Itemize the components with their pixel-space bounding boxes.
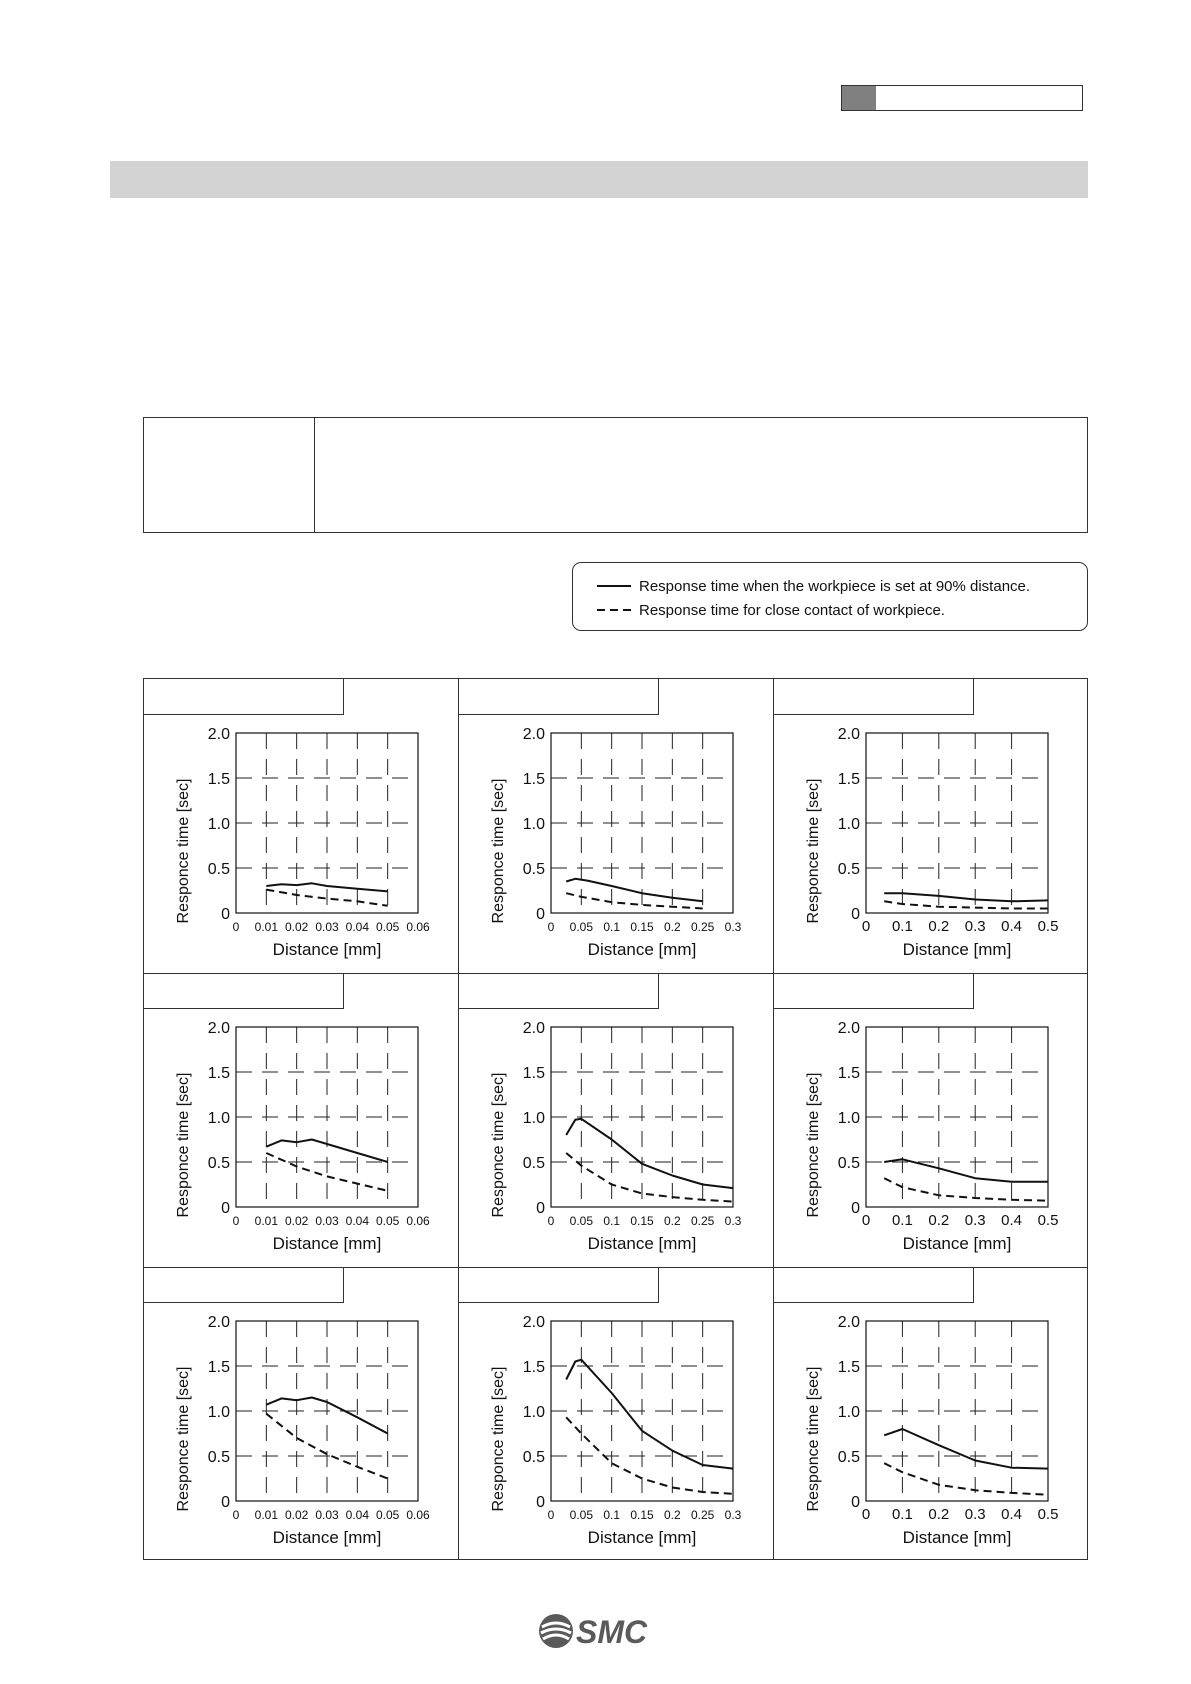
- x-tick-label: 0.05: [375, 1214, 400, 1228]
- x-tick-label: 0.3: [724, 920, 742, 934]
- y-tick-label: 1.5: [837, 771, 860, 788]
- y-tick-label: 1.5: [207, 1359, 230, 1376]
- page-tab-fill: [842, 86, 876, 110]
- x-tick-label: 0: [232, 1508, 240, 1522]
- x-axis-label: Distance [mm]: [272, 1234, 382, 1253]
- x-axis-label: Distance [mm]: [587, 1234, 697, 1253]
- y-tick-label: 2.0: [522, 726, 545, 743]
- y-tick-label: 2.0: [207, 726, 230, 743]
- y-tick-label: 0.5: [207, 861, 230, 878]
- x-tick-label: 0.06: [406, 1214, 430, 1228]
- y-tick-label: 2.0: [837, 1020, 860, 1037]
- x-tick-label: 0.03: [315, 920, 339, 934]
- y-tick-label: 0.5: [207, 1449, 230, 1466]
- y-tick-label: 0.5: [837, 861, 860, 878]
- series-line-solid: [566, 1119, 733, 1188]
- y-tick-label: 2.0: [522, 1020, 545, 1037]
- x-tick-label: 0.01: [254, 1508, 279, 1522]
- legend-dashed-label: Response time for close contact of workpiece.: [639, 601, 945, 619]
- x-tick-label: 0: [547, 1508, 555, 1522]
- x-tick-label: 0.15: [630, 920, 654, 934]
- y-tick-label: 2.0: [207, 1020, 230, 1037]
- series-line-dashed: [566, 893, 703, 908]
- y-tick-label: 0.5: [207, 1155, 230, 1172]
- y-axis-label: Responce time [sec]: [175, 1366, 192, 1512]
- x-tick-label: 0.04: [345, 920, 370, 934]
- chart-svg: [459, 1267, 774, 1561]
- y-tick-label: 0: [851, 1494, 860, 1511]
- chart-panel: [459, 679, 774, 973]
- x-tick-label: 0.3: [724, 1214, 742, 1228]
- y-tick-label: 1.5: [837, 1065, 860, 1082]
- x-tick-label: 0.3: [964, 1506, 986, 1523]
- x-tick-label: 0: [547, 920, 555, 934]
- x-tick-label: 0.1: [891, 1506, 913, 1523]
- info-table: [143, 417, 1088, 533]
- x-tick-label: 0.1: [603, 1214, 621, 1228]
- y-axis-label: Responce time [sec]: [805, 1366, 822, 1512]
- x-tick-label: 0.1: [891, 918, 913, 935]
- y-tick-label: 0.5: [522, 1449, 545, 1466]
- chart-svg: [774, 973, 1089, 1267]
- chart-panel: [144, 679, 459, 973]
- y-tick-label: 1.0: [522, 1404, 545, 1421]
- y-tick-label: 0: [221, 1200, 230, 1217]
- y-tick-label: 0: [221, 1494, 230, 1511]
- series-line-solid: [884, 1159, 1048, 1182]
- chart-svg: [459, 679, 774, 973]
- x-tick-label: 0.06: [406, 920, 430, 934]
- x-tick-label: 0.02: [284, 1214, 309, 1228]
- y-tick-label: 0.5: [522, 1155, 545, 1172]
- x-tick-label: 0.1: [603, 1508, 621, 1522]
- x-tick-label: 0.15: [630, 1508, 654, 1522]
- x-tick-label: 0.4: [1001, 1212, 1023, 1229]
- y-tick-label: 0.5: [837, 1449, 860, 1466]
- logo-text: SMC: [576, 1614, 648, 1650]
- x-tick-label: 0: [861, 918, 871, 935]
- dashed-line-icon: [597, 607, 631, 613]
- legend-solid-label: Response time when the workpiece is set at 90% distance.: [639, 577, 1031, 595]
- x-tick-label: 0.05: [375, 1508, 400, 1522]
- y-tick-label: 1.0: [522, 816, 545, 833]
- x-tick-label: 0.03: [315, 1214, 339, 1228]
- y-tick-label: 2.0: [837, 1314, 860, 1331]
- y-axis-label: Responce time [sec]: [490, 1072, 507, 1218]
- solid-line-icon: [597, 583, 631, 589]
- y-tick-label: 1.5: [207, 1065, 230, 1082]
- x-tick-label: 0.2: [928, 918, 950, 935]
- x-axis-label: Distance [mm]: [272, 940, 382, 959]
- y-axis-label: Responce time [sec]: [490, 1366, 507, 1512]
- x-tick-label: 0.05: [375, 920, 400, 934]
- y-tick-label: 0: [221, 906, 230, 923]
- x-tick-label: 0.05: [569, 1214, 594, 1228]
- x-tick-label: 0.5: [1037, 1212, 1059, 1229]
- y-tick-label: 0.5: [837, 1155, 860, 1172]
- x-tick-label: 0.05: [569, 920, 594, 934]
- y-tick-label: 1.5: [522, 1359, 545, 1376]
- page-tab-marker: [841, 85, 1083, 111]
- chart-legend: [572, 562, 1088, 631]
- chart-svg: [144, 679, 459, 973]
- series-line-dashed: [566, 1153, 733, 1202]
- x-tick-label: 0.01: [254, 1214, 279, 1228]
- x-tick-label: 0.25: [690, 920, 715, 934]
- x-tick-label: 0.2: [663, 920, 681, 934]
- series-line-solid: [566, 879, 703, 902]
- y-tick-label: 1.5: [522, 771, 545, 788]
- x-tick-label: 0.02: [284, 920, 309, 934]
- chart-svg: [774, 679, 1089, 973]
- chart-panel: [774, 973, 1089, 1267]
- x-tick-label: 0.2: [663, 1508, 681, 1522]
- x-tick-label: 0.1: [603, 920, 621, 934]
- x-tick-label: 0.02: [284, 1508, 309, 1522]
- x-tick-label: 0.3: [724, 1508, 742, 1522]
- x-tick-label: 0.01: [254, 920, 279, 934]
- y-axis-label: Responce time [sec]: [805, 1072, 822, 1218]
- x-axis-label: Distance [mm]: [902, 940, 1012, 959]
- info-table-divider: [314, 418, 315, 532]
- y-tick-label: 1.0: [837, 1404, 860, 1421]
- y-axis-label: Responce time [sec]: [490, 778, 507, 924]
- x-tick-label: 0.25: [690, 1508, 715, 1522]
- legend-item-solid: [597, 576, 1030, 596]
- y-tick-label: 2.0: [207, 1314, 230, 1331]
- y-tick-label: 2.0: [837, 726, 860, 743]
- chart-svg: [459, 973, 774, 1267]
- x-tick-label: 0: [547, 1214, 555, 1228]
- x-tick-label: 0: [861, 1506, 871, 1523]
- y-tick-label: 1.0: [207, 1110, 230, 1127]
- x-axis-label: Distance [mm]: [902, 1234, 1012, 1253]
- y-tick-label: 1.0: [522, 1110, 545, 1127]
- y-tick-label: 0: [536, 1494, 545, 1511]
- chart-svg: [144, 1267, 459, 1561]
- x-tick-label: 0.04: [345, 1508, 370, 1522]
- y-tick-label: 1.0: [837, 1110, 860, 1127]
- x-tick-label: 0.3: [964, 918, 986, 935]
- y-tick-label: 1.5: [837, 1359, 860, 1376]
- x-tick-label: 0: [861, 1212, 871, 1229]
- series-line-dashed: [884, 901, 1048, 908]
- x-tick-label: 0.06: [406, 1508, 430, 1522]
- chart-svg: [774, 1267, 1089, 1561]
- y-axis-label: Responce time [sec]: [805, 778, 822, 924]
- smc-logo: [536, 1609, 666, 1653]
- chart-panel: [144, 973, 459, 1267]
- y-tick-label: 0: [851, 906, 860, 923]
- y-axis-label: Responce time [sec]: [175, 1072, 192, 1218]
- x-tick-label: 0: [232, 920, 240, 934]
- y-tick-label: 0.5: [522, 861, 545, 878]
- y-axis-label: Responce time [sec]: [175, 778, 192, 924]
- y-tick-label: 1.5: [522, 1065, 545, 1082]
- series-line-solid: [884, 1429, 1048, 1469]
- x-tick-label: 0.2: [928, 1506, 950, 1523]
- y-tick-label: 0: [536, 1200, 545, 1217]
- y-tick-label: 1.0: [837, 816, 860, 833]
- x-tick-label: 0.5: [1037, 1506, 1059, 1523]
- chart-grid: [143, 678, 1088, 1560]
- section-header-bar: [110, 161, 1088, 198]
- legend-item-dashed: [597, 600, 945, 620]
- smc-logo-icon: [536, 1609, 666, 1653]
- series-line-solid: [884, 893, 1048, 901]
- x-tick-label: 0.15: [630, 1214, 654, 1228]
- x-axis-label: Distance [mm]: [587, 1528, 697, 1547]
- y-tick-label: 2.0: [522, 1314, 545, 1331]
- x-axis-label: Distance [mm]: [587, 940, 697, 959]
- x-tick-label: 0.4: [1001, 918, 1023, 935]
- chart-panel: [774, 679, 1089, 973]
- chart-svg: [144, 973, 459, 1267]
- x-tick-label: 0.05: [569, 1508, 594, 1522]
- x-tick-label: 0.1: [891, 1212, 913, 1229]
- x-tick-label: 0.4: [1001, 1506, 1023, 1523]
- y-tick-label: 0: [851, 1200, 860, 1217]
- chart-panel: [144, 1267, 459, 1561]
- y-tick-label: 1.0: [207, 1404, 230, 1421]
- chart-panel: [774, 1267, 1089, 1561]
- y-tick-label: 1.5: [207, 771, 230, 788]
- y-tick-label: 1.0: [207, 816, 230, 833]
- series-line-solid: [566, 1360, 733, 1469]
- x-tick-label: 0: [232, 1214, 240, 1228]
- x-tick-label: 0.2: [663, 1214, 681, 1228]
- x-axis-label: Distance [mm]: [902, 1528, 1012, 1547]
- y-tick-label: 0: [536, 906, 545, 923]
- x-tick-label: 0.5: [1037, 918, 1059, 935]
- x-tick-label: 0.04: [345, 1214, 370, 1228]
- x-tick-label: 0.3: [964, 1212, 986, 1229]
- x-tick-label: 0.03: [315, 1508, 339, 1522]
- x-tick-label: 0.2: [928, 1212, 950, 1229]
- chart-panel: [459, 1267, 774, 1561]
- x-axis-label: Distance [mm]: [272, 1528, 382, 1547]
- x-tick-label: 0.25: [690, 1214, 715, 1228]
- chart-panel: [459, 973, 774, 1267]
